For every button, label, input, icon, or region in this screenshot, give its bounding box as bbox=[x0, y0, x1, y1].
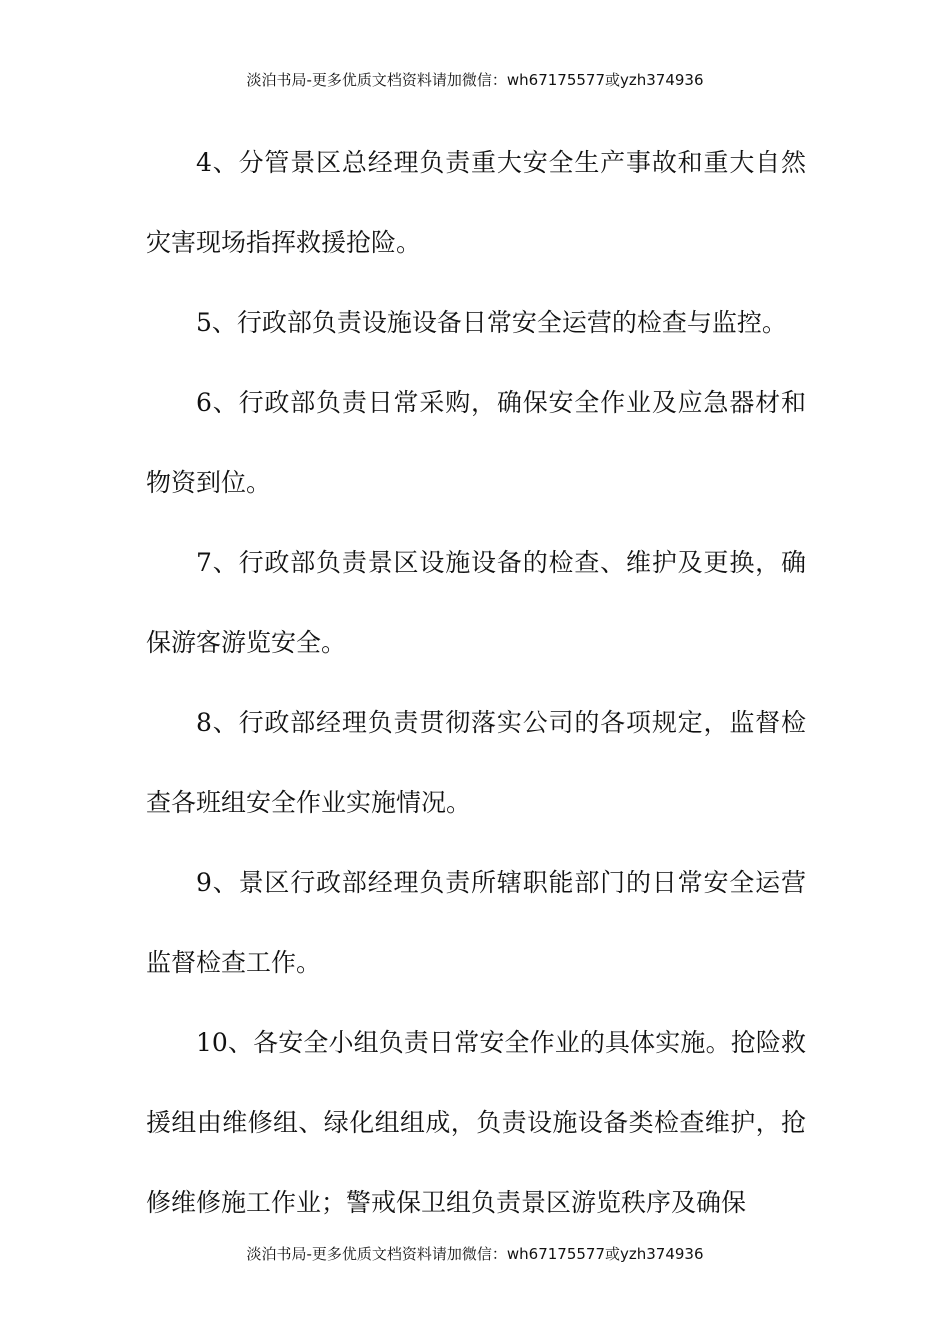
footer-watermark: 淡泊书局-更多优质文档资料请加微信：wh67175577或yzh374936 bbox=[246, 1245, 704, 1263]
paragraph-item-4: 4、分管景区总经理负责重大安全生产事故和重大自然灾害现场指挥救援抢险。 bbox=[146, 148, 806, 257]
paragraph-item-5: 5、行政部负责设施设备日常安全运营的检查与监控。 bbox=[196, 308, 787, 337]
document-body bbox=[146, 123, 806, 1243]
paragraph-item-7: 7、行政部负责景区设施设备的检查、维护及更换，确保游客游览安全。 bbox=[146, 548, 806, 657]
paragraph-item-9: 9、景区行政部经理负责所辖职能部门的日常安全运营监督检查工作。 bbox=[146, 868, 806, 977]
paragraph-item-8: 8、行政部经理负责贯彻落实公司的各项规定，监督检查各班组安全作业实施情况。 bbox=[146, 708, 806, 817]
header-watermark: 淡泊书局-更多优质文档资料请加微信：wh67175577或yzh374936 bbox=[246, 71, 704, 89]
paragraph-item-6: 6、行政部负责日常采购，确保安全作业及应急器材和物资到位。 bbox=[146, 388, 806, 497]
paragraph-item-10: 10、各安全小组负责日常安全作业的具体实施。抢险救援组由维修组、绿化组组成，负责设施设备类检查维护，抢修维修施工作业；警戒保卫组负责景区游览秩序及确保 bbox=[146, 1028, 806, 1217]
